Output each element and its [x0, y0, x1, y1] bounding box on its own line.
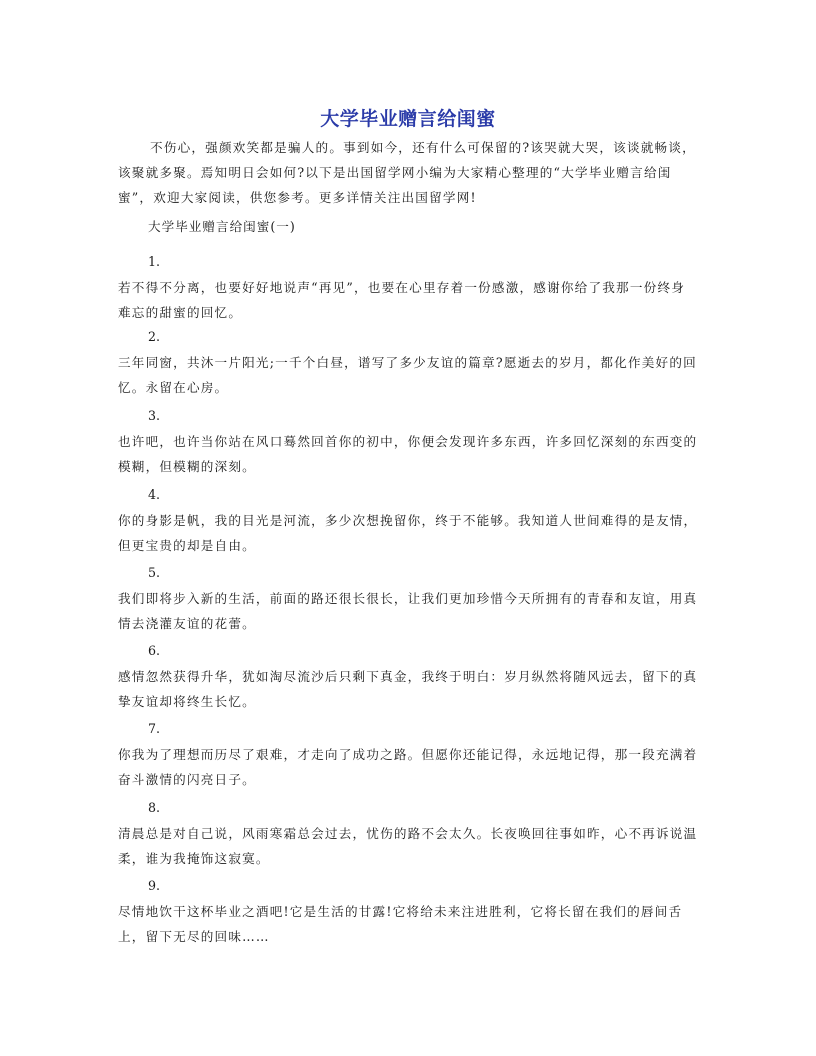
list-item — [118, 873, 698, 949]
item-text: 若不得不分离，也要好好地说声“再见”，也要在心里存着一份感激，感谢你给了我那一份终身难忘的甜蜜的回忆。 — [118, 280, 686, 320]
item-text: 我们即将步入新的生活，前面的路还很长很长，让我们更加珍惜今天所拥有的青春和友谊，用真情去浇灌友谊的花蕾。 — [118, 591, 698, 631]
document-title: 大学毕业赠言给闺蜜 — [320, 108, 496, 130]
list-item — [118, 638, 698, 714]
item-text: 你我为了理想而历尽了艰难，才走向了成功之路。但愿你还能记得，永远地记得，那一段充满着奋斗激情的闪亮日子。 — [118, 747, 698, 787]
list-item — [118, 324, 698, 400]
item-text: 感情忽然获得升华，犹如淘尽流沙后只剩下真金，我终于明白：岁月纵然将随风远去，留下的真挚友谊却将终生长忆。 — [118, 669, 698, 709]
list-item — [118, 249, 698, 325]
item-text: 尽情地饮干这杯毕业之酒吧!它是生活的甘露!它将给未来注进胜利，它将长留在我们的唇间舌上，留下无尽的回味…… — [118, 904, 683, 944]
list-item — [118, 795, 698, 871]
list-item — [118, 716, 698, 792]
item-text: 三年同窗，共沐一片阳光;一千个白昼，谱写了多少友谊的篇章?愿逝去的岁月，都化作美好的回忆。永留在心房。 — [118, 355, 697, 395]
item-number: 1. — [148, 254, 161, 269]
item-number: 5. — [148, 565, 161, 580]
item-number: 2. — [148, 329, 161, 344]
list-item — [118, 560, 698, 636]
item-number: 7. — [148, 721, 161, 736]
section-subtitle: 大学毕业赠言给闺蜜(一) — [148, 219, 296, 234]
item-text: 也许吧，也许当你站在风口蓦然回首你的初中，你便会发现许多东西，许多回忆深刻的东西变的模糊，但模糊的深刻。 — [118, 434, 698, 474]
list-item — [118, 482, 698, 558]
list-item — [118, 403, 698, 479]
item-number: 3. — [148, 408, 161, 423]
item-text: 清晨总是对自己说，风雨寒霜总会过去，忧伤的路不会太久。长夜唤回往事如昨，心不再诉说温柔，谁为我掩饰这寂寞。 — [118, 826, 698, 866]
item-number: 9. — [148, 878, 161, 893]
item-number: 6. — [148, 643, 161, 658]
item-text: 你的身影是帆，我的目光是河流，多少次想挽留你，终于不能够。我知道人世间难得的是友情，但更宝贵的却是自由。 — [118, 513, 698, 553]
item-number: 8. — [148, 800, 161, 815]
item-number: 4. — [148, 487, 161, 502]
intro-paragraph: 不伤心，强颜欢笑都是骗人的。事到如今，还有什么可保留的?该哭就大哭，该谈就畅谈，该聚就多聚。焉知明日会如何?以下是出国留学网小编为大家精心整理的“大学毕业赠言给闺蜜”，欢迎大家阅读，供您参考。更多详情关注出国留学网! — [118, 140, 696, 205]
